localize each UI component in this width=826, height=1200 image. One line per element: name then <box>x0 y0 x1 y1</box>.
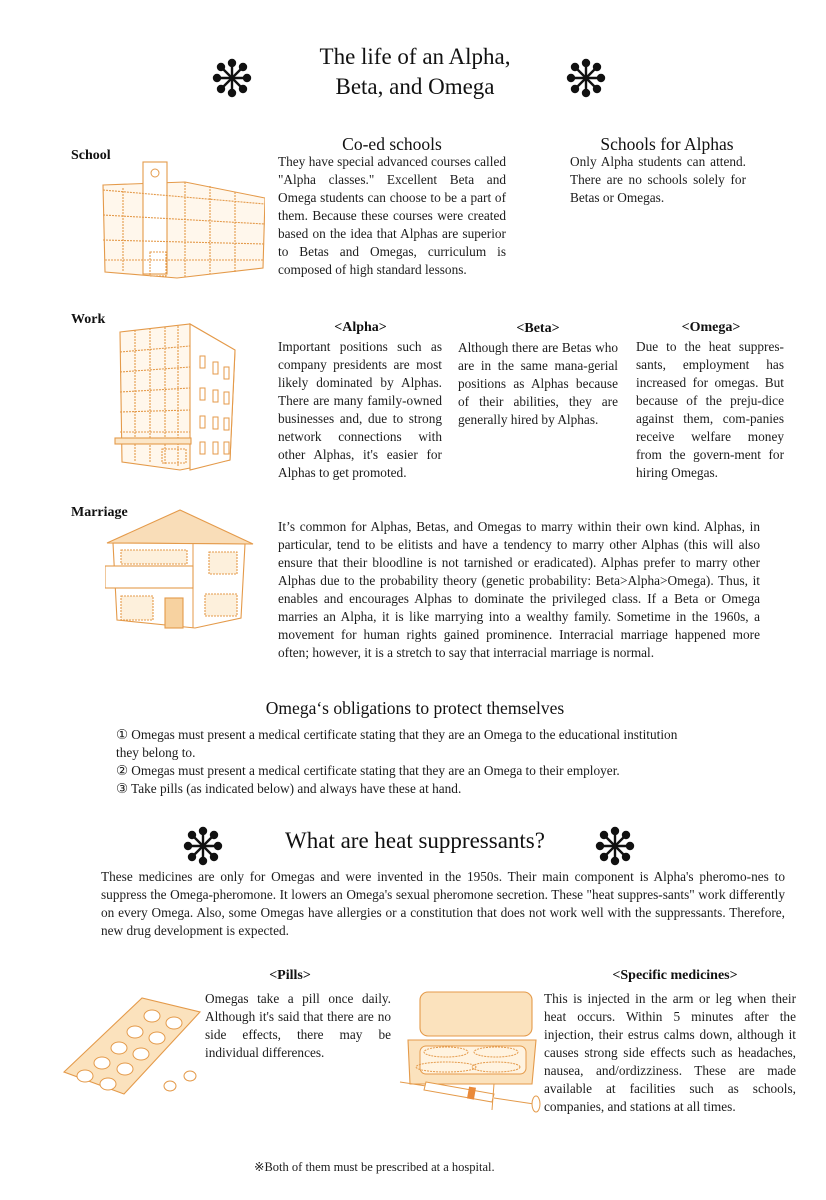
work-alpha-heading: <Alpha> <box>334 320 387 335</box>
obligation-item: ② Omegas must present a medical certificate stating that they are an Omega to their employer. <box>116 763 620 778</box>
coed-schools-text: They have special advanced courses called "Alpha classes." Excellent Beta and Omega students can choose to be a part of them. Because these courses were created based on the idea that Alphas are superior to Betas and Omegas, curriculum is composed of high standard lessons. <box>278 154 506 277</box>
asterism-icon <box>595 826 635 866</box>
coed-schools-heading: Co-ed schools <box>342 134 442 154</box>
pills-heading: <Pills> <box>269 968 311 983</box>
marriage-label: Marriage <box>71 505 128 520</box>
page-title-line1: The life of an Alpha, <box>319 44 511 69</box>
work-beta-heading: <Beta> <box>516 321 560 336</box>
work-label: Work <box>71 312 106 327</box>
alpha-schools-heading: Schools for Alphas <box>600 134 734 154</box>
obligations-list <box>116 726 696 798</box>
work-alpha-text: Important positions such as company presidents are most likely dominated by Alphas. There are many family-owned businesses and, due to strong network connections with other Alphas, it's easier for Alphas to get promoted. <box>278 339 442 480</box>
footnote: ※Both of them must be prescribed at a hospital. <box>254 1160 495 1174</box>
pill-blister-pack-icon <box>62 990 202 1100</box>
work-omega-text: Due to the heat suppres-sants, employment has increased for omegas. But because of the preju-dice against them, com-panies receive welfare money from the govern-ment for hiring Omegas. <box>636 339 784 480</box>
asterism-icon <box>566 58 606 98</box>
office-building-icon <box>110 322 240 472</box>
school-label: School <box>71 148 111 163</box>
asterism-icon <box>183 826 223 866</box>
suppressants-intro: These medicines are only for Omegas and were invented in the 1950s. Their main component is Alpha's pheromo-nes to suppress the Omega-pheromone. It lowers an Omega's sexual pheromone secretion. These "heat suppres-sants" work differently on every Omega. Also, some Omegas have allergies or a constitution that does not work well with the suppressants. Therefore, new drug development is expected. <box>101 869 785 938</box>
obligations-heading: Omega‘s obligations to protect themselves <box>265 698 565 718</box>
specific-medicines-text: This is injected in the arm or leg when their heat occurs. Within 5 minutes after the injection, their estrus calms down, although it causes strong side effects such as headaches, nausea, and/ordizziness. These are made available at facilities such as schools, companies, and stations at all times. <box>544 991 796 1114</box>
school-building-icon <box>95 160 265 280</box>
work-omega-heading: <Omega> <box>681 320 741 335</box>
marriage-text: It’s common for Alphas, Betas, and Omegas to marry within their own kind. Alphas, in particular, tend to be elitists and have a tendency to marry other Alphas (this will also ensure that their bloodline is not tarnished or eradicated). Alphas prefer to marry other Alphas due to the probability theory (genetic probability: Beta>Alpha>Omega). Thus, it enables and encourages Alphas to dominate the privileged class. If a Beta or Omega marries an Alpha, it is like marrying into a wealthy family. Sometime in the 1960s, a movement for human rights gained prominence. Interracial marriage happened more often; however, it is a stretch to say that interracial marriage is normal. <box>278 519 760 660</box>
house-icon <box>105 508 255 633</box>
asterism-icon <box>212 58 252 98</box>
obligation-item: ③ Take pills (as indicated below) and always have these at hand. <box>116 781 462 796</box>
specific-medicines-heading: <Specific medicines> <box>612 968 738 983</box>
obligation-item: ① Omegas must present a medical certificate stating that they are an Omega to the educational institution they belong to. <box>116 727 678 760</box>
alpha-schools-text: Only Alpha students can attend. There are no schools solely for Betas or Omegas. <box>570 154 746 205</box>
syringe-case-icon <box>396 988 546 1113</box>
page-title <box>260 42 570 102</box>
suppressants-title: What are heat suppressants? <box>285 828 545 853</box>
work-beta-text: Although there are Betas who are in the same mana-gerial positions as Alphas because of their abilities, they are generally hired by Alphas. <box>458 340 618 427</box>
page-title-line2: Beta, and Omega <box>335 74 495 99</box>
pills-text: Omegas take a pill once daily. Although it's said that there are no side effects, there may be individual differences. <box>205 991 391 1060</box>
